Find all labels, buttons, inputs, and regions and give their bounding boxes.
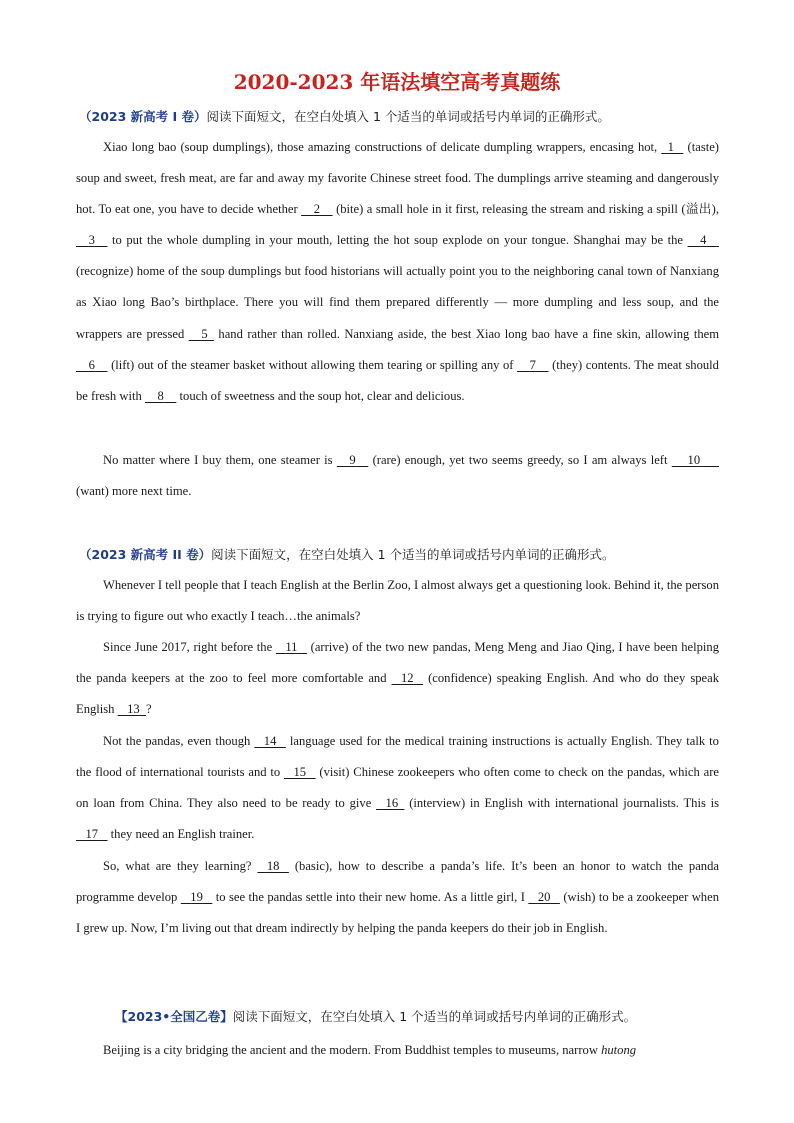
text-run: No matter where I buy them, one steamer is	[103, 453, 337, 467]
text-run: (arrive) of the two new pandas, Meng Meng and Jiao Qing, I have been helping the panda keepers at the zoo to feel more comfortable and	[76, 640, 720, 686]
text-run: they need an English trainer.	[110, 827, 255, 842]
answer-blank-13[interactable]: 13	[127, 702, 140, 717]
answer-blank-4[interactable]: 4	[700, 233, 707, 248]
text-run: hand rather than rolled. Nanxiang aside, the best Xiao long bao have a fine skin, allowing them	[218, 326, 720, 341]
section-1-instruction: 阅读下面短文，在空白处填入 1 个适当的单词或括号内单词的正确形式。	[206, 109, 610, 124]
text-run: (wish) to be a zookeeper when I grew up. Now, I’m living out that dream indirectly by helping the panda keepers do their job in English.	[76, 890, 719, 936]
answer-blank-17[interactable]: 17	[85, 827, 99, 842]
answer-blank-10[interactable]: 10	[687, 453, 701, 467]
text-run: (basic), how to describe a panda’s life. It’s been an honor to watch the panda programme develop	[76, 859, 719, 905]
answer-blank-3[interactable]: 3	[88, 233, 95, 248]
section-2-instruction: 阅读下面短文，在空白处填入 1 个适当的单词或括号内单词的正确形式。	[211, 547, 615, 562]
section-2-source: （2023 新高考 II 卷）	[79, 547, 212, 562]
text-run: Beijing is a city bridging the ancient and the modern. From Buddhist temples to museums, narrow	[103, 1043, 602, 1057]
text-run: ?	[145, 702, 152, 717]
answer-blank-11[interactable]: 11	[285, 640, 298, 654]
answer-blank-12[interactable]: 12	[401, 671, 414, 686]
text-run: Whenever I tell people that I teach English at the Berlin Zoo, I almost always get a questioning look. Behind it, the person is trying to figure out who exactly I teach…the animals?	[76, 578, 719, 624]
text-run: Xiao long bao (soup dumplings), those amazing constructions of delicate dumpling wrappers, encasing hot,	[103, 140, 662, 154]
text-run: to see the pandas settle into their new home. As a little girl, I	[215, 890, 529, 905]
text-run: (taste) soup and sweet, fresh meat, are far and away my favorite Chinese street food. The dumplings arrive steaming and dangerously hot. To eat one, you have to decide whether	[76, 140, 719, 217]
answer-blank-16[interactable]: 16	[385, 796, 399, 811]
answer-blank-5[interactable]: 5	[201, 326, 208, 341]
answer-blank-7[interactable]: 7	[529, 357, 536, 372]
answer-blank-9[interactable]: 9	[349, 453, 356, 467]
text-run: touch of sweetness and the soup hot, clear and delicious.	[179, 388, 465, 403]
section-1-paragraph-2	[76, 445, 719, 507]
section-3-source: 【2023•全国乙卷】	[115, 1009, 233, 1024]
italic-term: hutong	[601, 1043, 637, 1057]
answer-blank-18[interactable]: 18	[266, 859, 280, 873]
text-run: (bite) a small hole in it first, releasing the stream and risking a spill (溢出),	[336, 202, 719, 217]
answer-blank-20[interactable]: 20	[537, 890, 551, 905]
section-2-paragraph-3	[76, 726, 719, 850]
section-3-header	[115, 1007, 636, 1025]
page-title: 2020-2023 年语法填空高考真题练	[233, 70, 561, 94]
text-run: (rare) enough, yet two seems greedy, so I am always left	[372, 453, 672, 467]
section-2-paragraph-4	[76, 851, 719, 944]
answer-blank-6[interactable]: 6	[88, 357, 95, 372]
answer-blank-15[interactable]: 15	[293, 765, 307, 780]
answer-blank-8[interactable]: 8	[157, 388, 164, 403]
answer-blank-1[interactable]: 1	[667, 140, 674, 154]
text-run: (interview) in English with international journalists. This is	[409, 796, 720, 811]
answer-blank-19[interactable]: 19	[190, 890, 203, 905]
text-run: Not the pandas, even though	[103, 734, 255, 748]
text-run: language used for the medical training instructions is actually English. They talk to the flood of international tourists and to	[76, 734, 719, 780]
section-2-header	[79, 545, 615, 563]
text-run: to put the whole dumpling in your mouth, letting the hot soup explode on your tongue. Shanghai may be the	[112, 233, 688, 248]
section-2-paragraph-1	[76, 570, 719, 632]
text-run: (they) contents. The meat should be fresh with	[76, 357, 719, 403]
text-run: (recognize) home of the soup dumplings but food historians will actually point you to the neighboring canal town of Nanxiang as Xiao long Bao’s birthplace. There you will find them prepared differently — more dumpling and less soup, and the wrappers are pressed	[76, 264, 719, 341]
text-run: (want) more next time.	[76, 484, 192, 499]
answer-blank-14[interactable]: 14	[263, 734, 277, 748]
text-run: (visit) Chinese zookeepers who often come to check on the pandas, which are on loan from China. They also need to be ready to give	[76, 765, 719, 811]
section-2-paragraph-2	[76, 632, 719, 725]
section-1-source: （2023 新高考 I 卷）	[79, 109, 207, 124]
answer-blank-2[interactable]: 2	[313, 202, 320, 217]
section-3-paragraph-1	[76, 1035, 719, 1066]
section-1-header	[79, 107, 610, 125]
text-run: (confidence) speaking English. And who do they speak English	[76, 671, 720, 717]
section-3-instruction: 阅读下面短文，在空白处填入 1 个适当的单词或括号内单词的正确形式。	[232, 1009, 637, 1024]
text-run: Since June 2017, right before the	[103, 640, 276, 654]
text-run: (lift) out of the steamer basket without allowing them tearing or spilling any of	[111, 357, 518, 372]
text-run: So, what are they learning?	[103, 859, 258, 873]
section-1-paragraph-1	[76, 132, 719, 412]
